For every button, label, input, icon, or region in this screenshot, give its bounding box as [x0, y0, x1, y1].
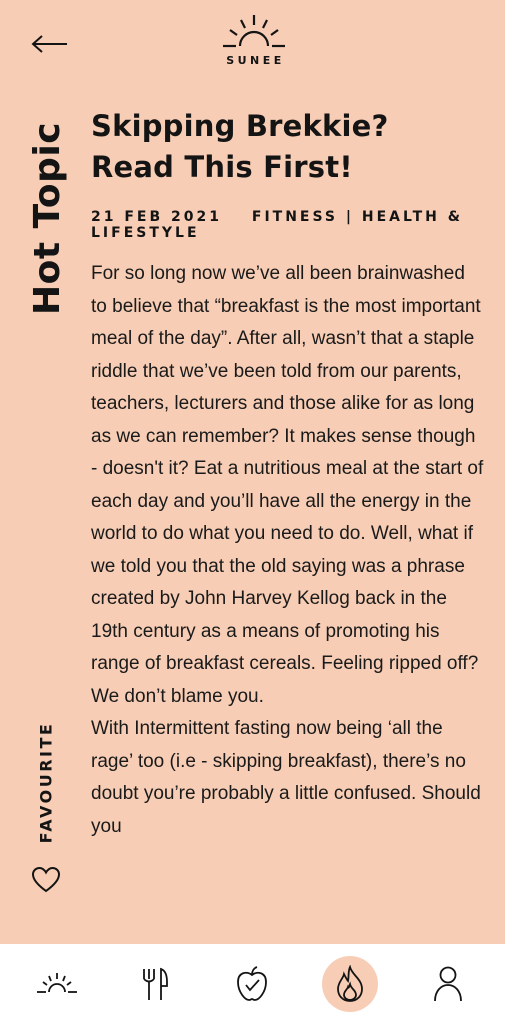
person-icon [432, 965, 464, 1003]
article-title [91, 106, 491, 188]
article-meta [91, 209, 491, 241]
section-label [24, 95, 72, 341]
nav-item-goals[interactable] [224, 956, 280, 1012]
nav-item-home[interactable] [29, 956, 85, 1012]
title-line-1: Skipping Brekkie? [91, 109, 389, 143]
app-logo[interactable] [212, 12, 296, 72]
bottom-nav [0, 944, 505, 1024]
sunrise-logo-icon [219, 12, 289, 48]
flame-icon [335, 965, 365, 1003]
article-categories: FITNESS | HEALTH & LIFESTYLE [91, 209, 463, 241]
article-paragraph-2: With Intermittent fasting now being ‘all the rage’ too (i.e - skipping breakfast), there’s no doubt you’re probably a little confused. Should you [91, 718, 481, 837]
fork-knife-icon [139, 966, 171, 1002]
article-paragraph-1: For so long now we’ve all been brainwashed to believe that “breakfast is the most important meal of the day”. After all, wasn’t that a staple riddle that we’ve been told from our parents, teachers, lecturers and those alike for as long as we can remember? It makes sense though - doesn't it? Eat a nutritious meal at the start of each day and you’ll have all the energy in the world to do what you need to do. Well, what if we told you that the old saying was a phrase created by John Harvey Kellog back in the 19th century as a means of promoting his range of breakfast cereals. Feeling ripped off? We don’t blame you. [91, 263, 484, 707]
back-button[interactable] [30, 28, 70, 60]
nav-item-profile[interactable] [420, 956, 476, 1012]
nav-item-meals[interactable] [127, 956, 183, 1012]
nav-item-hot-topics[interactable] [322, 956, 378, 1012]
sunrise-icon [35, 970, 79, 998]
hot-topic-label: Hot Topic [27, 121, 69, 315]
favourite-label: FAVOURITE [36, 721, 56, 843]
apple-check-icon [234, 965, 270, 1003]
article-body [91, 258, 485, 944]
article-date: 21 FEB 2021 [91, 209, 222, 225]
back-arrow-icon [31, 34, 69, 54]
heart-icon [31, 866, 61, 894]
logo-text: SUNEE [226, 54, 285, 67]
favourite-button[interactable] [24, 716, 68, 902]
title-line-2: Read This First! [91, 150, 353, 184]
